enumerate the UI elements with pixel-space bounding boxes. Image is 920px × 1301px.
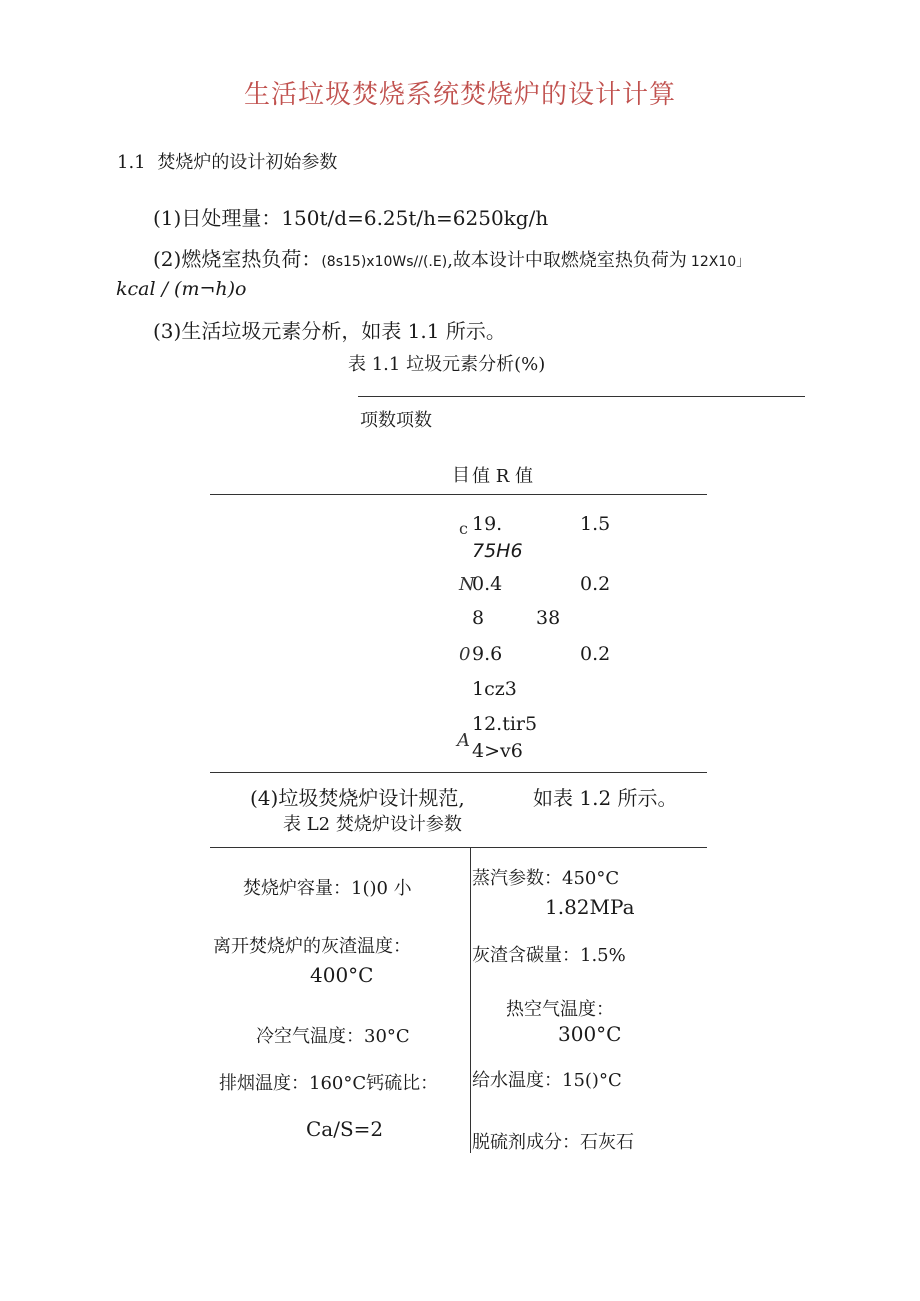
- heat-load-label: (2)燃烧室热负荷：: [153, 247, 322, 271]
- table2-cell-hot-air-value: 300°C: [558, 1022, 622, 1046]
- heat-load-unit: kcal / (m¬h)o: [116, 278, 247, 300]
- section-title: 焚烧炉的设计初始参数: [157, 152, 338, 173]
- table1-cell: 0.2: [580, 573, 611, 595]
- heat-load-value: 12X10」: [690, 254, 751, 270]
- table2-cell-hot-air-label: 热空气温度：: [506, 999, 614, 1020]
- table1-row-lead: N: [459, 574, 475, 595]
- table1-row-lead: c: [459, 519, 468, 538]
- table1-header-lead: 目: [452, 465, 470, 486]
- heat-load-text: ,故本设计中取燃烧室热负荷为: [447, 250, 687, 271]
- table1-cell: 75H6: [472, 540, 523, 562]
- table1-cell: 4>v6: [472, 740, 523, 762]
- table2-cell-steam-pressure: 1.82MPa: [545, 895, 635, 919]
- table1-cell: 12.tir5: [472, 713, 538, 735]
- table1-bottom-rule: [210, 772, 707, 773]
- table2-cell-cold-air-temp: 冷空气温度：30°C: [256, 1026, 410, 1047]
- page-title: 生活垃圾焚烧系统焚烧炉的设计计算: [243, 80, 676, 110]
- table2-cell-ash-temp-label: 离开焚烧炉的灰渣温度：: [213, 936, 411, 957]
- table1-cell: 38: [536, 607, 561, 629]
- table1-cell: 9.6: [472, 643, 503, 665]
- table1-cell: 1cz3: [472, 678, 517, 700]
- table1-cell: 0.2: [580, 643, 611, 665]
- section-heading: [117, 148, 337, 174]
- param-design-spec-ref: 如表 1.2 所示。: [533, 786, 678, 810]
- table2-cell-feedwater-temp: 给水温度：15()°C: [472, 1070, 622, 1091]
- param-design-spec: (4)垃圾焚烧炉设计规范,: [250, 786, 465, 810]
- table2-cell-ca-s-ratio: Ca/S=2: [306, 1117, 384, 1141]
- table1-row-lead: 0: [459, 644, 471, 665]
- param-heat-load: [153, 243, 750, 272]
- table2-cell-ash-carbon: 灰渣含碳量：1.5%: [472, 945, 626, 966]
- table1-cell: 19.: [472, 513, 503, 535]
- table1-cell: 0.4: [472, 573, 503, 595]
- table1-header-row2: 值 R 值: [472, 466, 533, 487]
- table1-cell: 1.5: [580, 513, 611, 535]
- param-daily-capacity: (1)日处理量：150t/d=6.25t/h=6250kg/h: [153, 206, 549, 230]
- table1-caption: 表 1.1 垃圾元素分析(%): [348, 354, 546, 375]
- table1-header-row1: 项数项数: [360, 410, 432, 431]
- table2-cell-steam-params: 蒸汽参数：450°C: [472, 868, 620, 889]
- table1-row-lead: A: [457, 730, 470, 751]
- heat-load-formula: (8s15)x10Ws//(.E): [321, 254, 448, 270]
- table2-caption: 表 L2 焚烧炉设计参数: [283, 814, 462, 835]
- table2-cell-ash-temp-value: 400°C: [310, 963, 374, 987]
- table1-top-rule: [358, 396, 805, 397]
- table2-cell-desulfurizer: 脱硫剂成分：石灰石: [472, 1132, 634, 1153]
- table1-header-rule: [210, 494, 707, 495]
- table2-column-divider: [470, 848, 471, 1153]
- section-number: 1.1: [117, 152, 146, 173]
- table2-cell-furnace-capacity: 焚烧炉容量：1()0 小: [243, 878, 412, 899]
- table1-cell: 8: [472, 607, 485, 629]
- param-element-analysis: (3)生活垃圾元素分析，如表 1.1 所示。: [153, 319, 506, 343]
- table2-cell-exhaust-temp: 排烟温度：160°C钙硫比：: [219, 1073, 439, 1094]
- table2-top-rule: [210, 847, 707, 848]
